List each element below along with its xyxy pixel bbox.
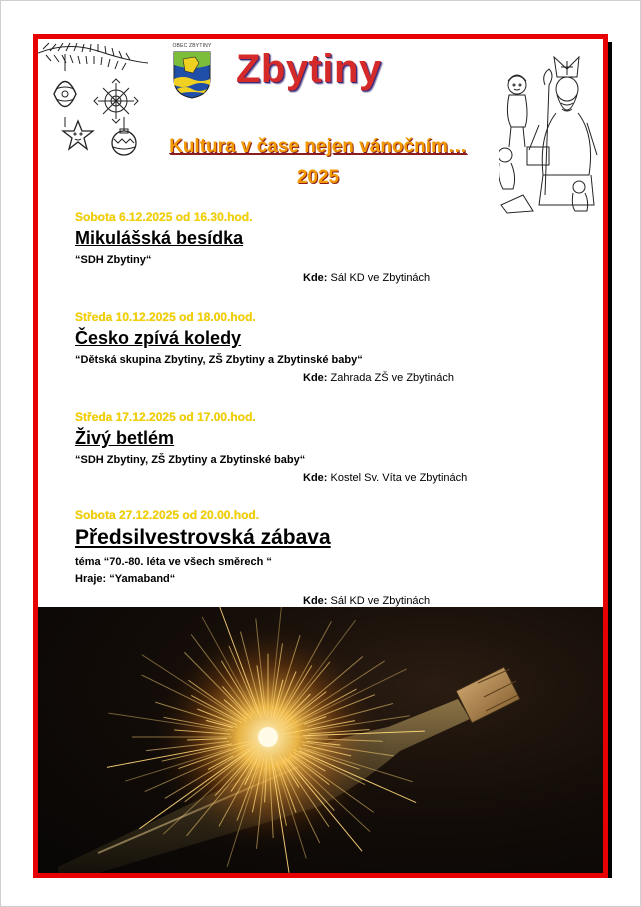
event-place [303,595,430,607]
event-place [303,472,467,484]
event-date: Sobota 27.12.2025 od 20.00.hod. [75,508,260,522]
christmas-ornaments-illustration [38,39,148,164]
sparkler-and-champagne-bottle-photo [38,607,603,873]
page-title: Zbytiny [236,47,382,91]
place-value: Zahrada ZŠ ve Zbytinách [330,372,455,384]
event-cesko-zpiva-koledy [75,309,515,384]
event-predsilvestrovska-zabava [75,507,515,607]
place-label: Kde: [303,595,328,607]
place-value: Kostel Sv. Víta ve Zbytinách [330,472,468,484]
event-place [303,372,454,384]
event-performers: “Dětská skupina Zbytiny, ZŠ Zbytiny a Zbytinské baby“ [75,354,363,366]
crest-caption: OBEC ZBYTINY [172,43,212,49]
place-label: Kde: [303,372,328,384]
event-performers: “SDH Zbytiny“ [75,254,152,266]
event-title: Mikulášská besídka [75,228,244,248]
event-place [303,272,430,284]
municipal-coat-of-arms [171,43,213,101]
event-date: Středa 17.12.2025 od 17.00.hod. [75,410,256,424]
place-value: Sál KD ve Zbytinách [330,272,431,284]
saint-nicholas-with-children-illustration [499,55,599,215]
subtitle-year: 2025 [296,167,340,188]
place-label: Kde: [303,472,328,484]
place-label: Kde: [303,272,328,284]
event-title: Česko zpívá koledy [75,328,242,348]
event-performers: “SDH Zbytiny, ZŠ Zbytiny a Zbytinské baby“ [75,454,306,466]
event-date: Středa 10.12.2025 od 18.00.hod. [75,310,256,324]
sparkler-illustration [38,607,603,873]
event-mikulasska-besidka [75,209,515,284]
event-date: Sobota 6.12.2025 od 16.30.hod. [75,210,253,224]
event-band: Hraje: “Yamaband“ [75,573,176,585]
subtitle-line-1: Kultura v čase nejen vánočním… [169,136,467,157]
event-zivy-betlem [75,409,515,484]
subtitle [148,131,488,193]
event-theme: téma “70.-80. léta ve všech směrech “ [75,556,272,568]
event-title: Předsilvestrovská zábava [75,526,331,549]
event-title: Živý betlém [75,428,175,448]
place-value: Sál KD ve Zbytinách [330,595,431,607]
shield-icon [173,51,211,99]
poster-frame [33,34,608,878]
